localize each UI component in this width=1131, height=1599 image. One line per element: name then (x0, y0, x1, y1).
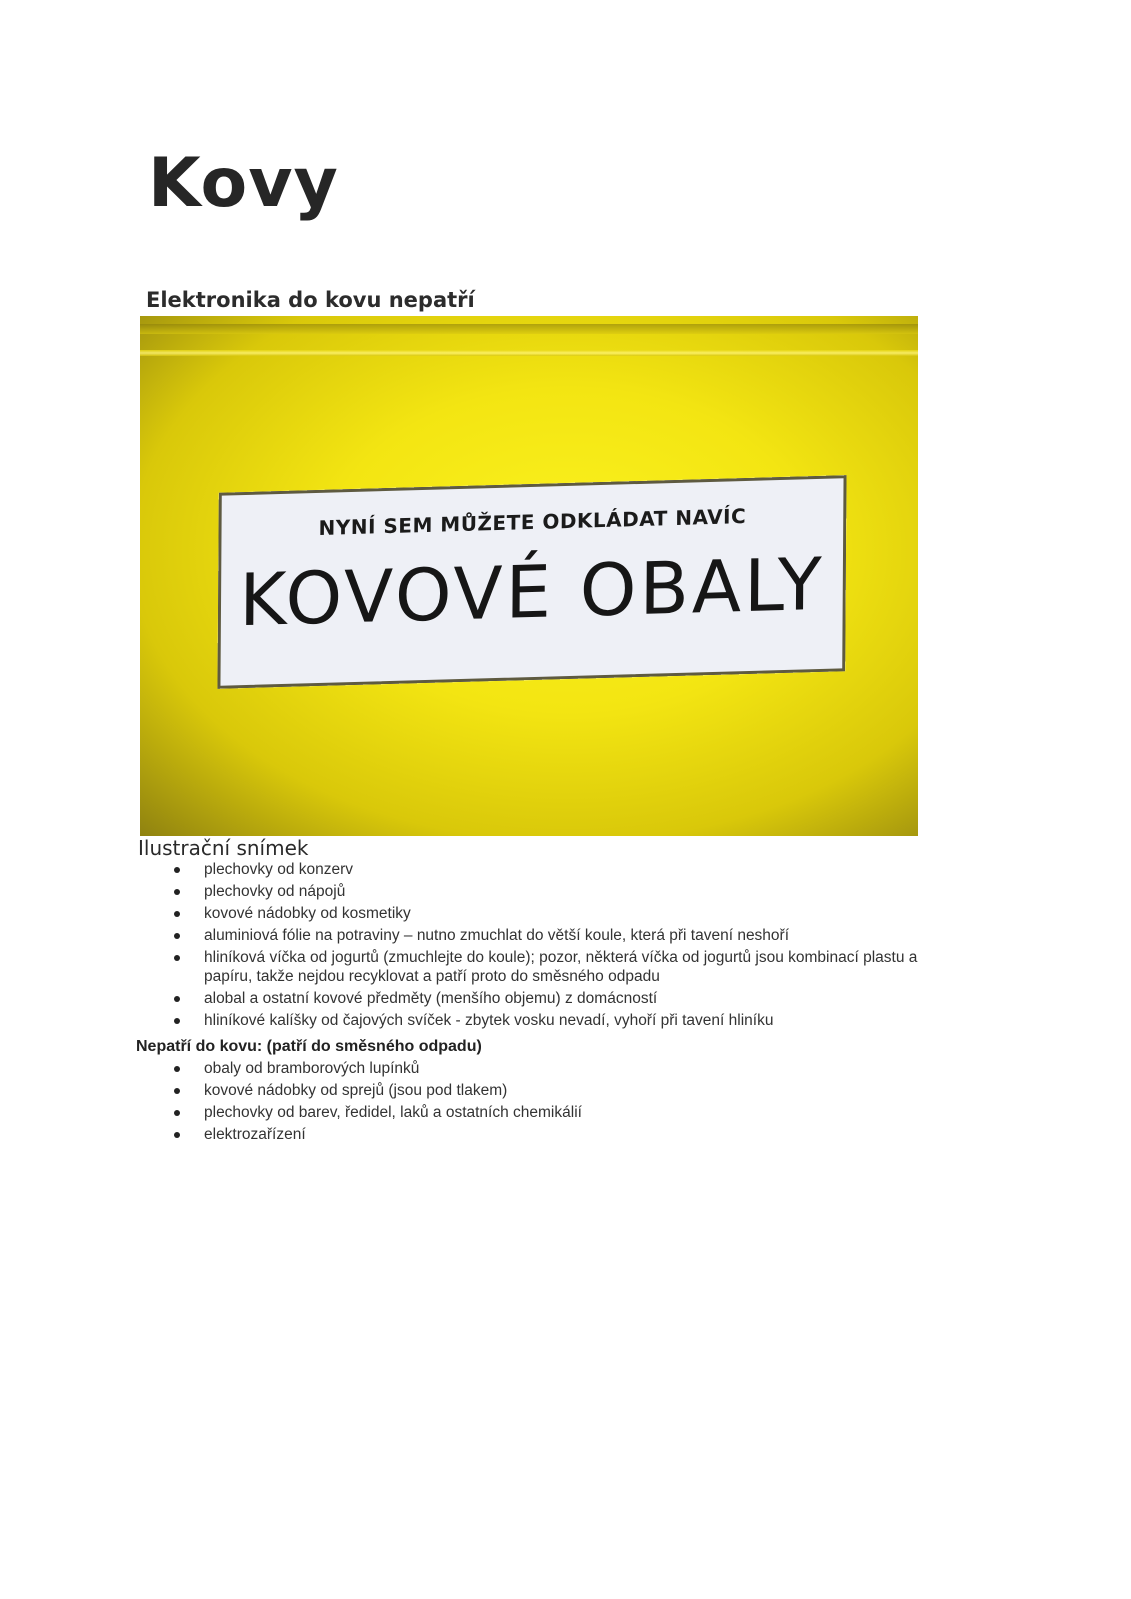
list-item: hliníková víčka od jogurtů (zmuchlejte do koule); pozor, některá víčka od jogurtů jsou kombinací plastu a papíru, takže nejdou recyklovat a patří proto do směsného odpadu (174, 948, 994, 986)
list-item: aluminiová fólie na potraviny – nutno zmuchlat do větší koule, která při tavení neshoří (174, 926, 994, 945)
list-item: kovové nádobky od kosmetiky (174, 904, 994, 923)
sticker-small-text: NYNÍ SEM MŮŽETE ODKLÁDAT NAVÍC (318, 503, 747, 540)
not-metal-items-list (174, 1059, 994, 1147)
container-edge (140, 324, 918, 334)
not-metal-heading: Nepatří do kovu: (patří do směsného odpadu) (136, 1038, 482, 1055)
photo-caption: Ilustrační snímek (138, 836, 309, 860)
list-item: alobal a ostatní kovové předměty (menšího objemu) z domácností (174, 989, 994, 1008)
metal-items-list (174, 860, 994, 1033)
container-rib (140, 350, 918, 356)
list-item: plechovky od barev, ředidel, laků a ostatních chemikálií (174, 1103, 994, 1122)
container-sticker (217, 475, 846, 689)
list-item: hliníkové kalíšky od čajových svíček - zbytek vosku nevadí, vyhoří při tavení hliníku (174, 1011, 994, 1030)
list-item: plechovky od konzerv (174, 860, 994, 879)
sticker-big-text: KOVOVÉ OBALY (238, 541, 825, 643)
list-item: kovové nádobky od sprejů (jsou pod tlakem) (174, 1081, 994, 1100)
page-title: Kovy (148, 144, 339, 223)
page-subtitle: Elektronika do kovu nepatří (146, 288, 475, 312)
list-item: elektrozařízení (174, 1125, 994, 1144)
list-item: obaly od bramborových lupínků (174, 1059, 994, 1078)
recycling-container-photo (140, 316, 918, 836)
list-item: plechovky od nápojů (174, 882, 994, 901)
